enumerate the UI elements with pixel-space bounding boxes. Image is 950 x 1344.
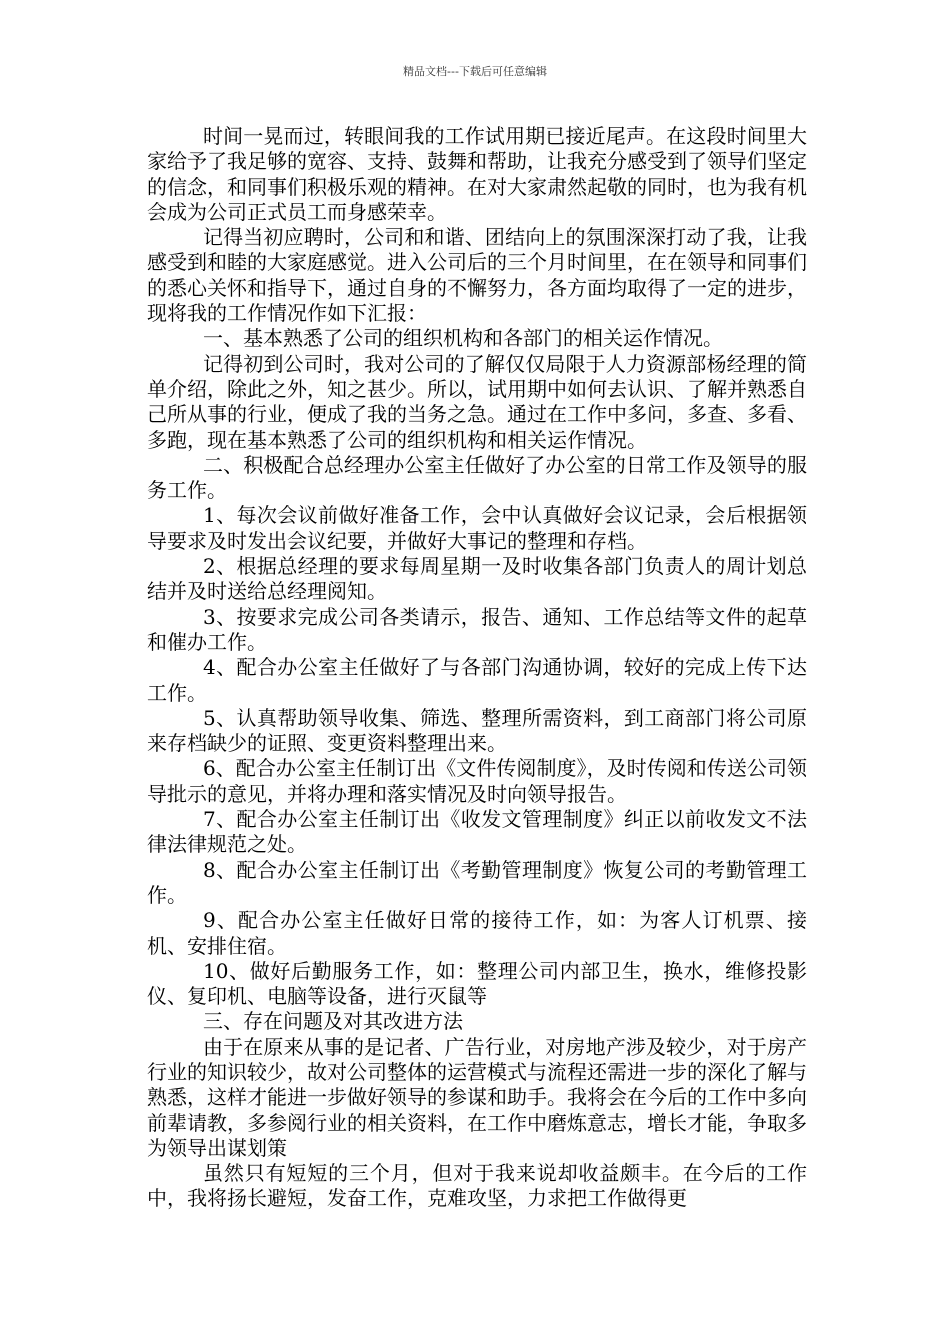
list-item-6: 6、配合办公室主任制订出《文件传阅制度》，及时传阅和传送公司领导批示的意见，并将办理和落实情况及时向领导报告。 (147, 756, 807, 806)
list-item-5: 5、认真帮助领导收集、筛选、整理所需资料，到工商部门将公司原来存档缺少的证照、变更资料整理出来。 (147, 705, 807, 756)
page-header: 精品文档---下载后可任意编辑 (403, 65, 547, 78)
list-item-4: 4、配合办公室主任做好了与各部门沟通协调，较好的完成上传下达工作。 (147, 655, 807, 705)
section-heading-2: 二、积极配合总经理办公室主任做好了办公室的日常工作及领导的服务工作。 (147, 452, 807, 503)
paragraph-intro: 时间一晃而过，转眼间我的工作试用期已接近尾声。在这段时间里大家给予了我足够的宽容、支持、鼓舞和帮助，让我充分感受到了领导们坚定的信念，和同事们积极乐观的精神。在对大家肃然起敬的同时，也为我有机会成为公司正式员工而身感荣幸。 (147, 124, 807, 224)
list-item-2: 2、根据总经理的要求每周星期一及时收集各部门负责人的周计划总结并及时送给总经理阅知。 (147, 554, 807, 604)
list-item-10: 10、做好后勤服务工作，如：整理公司内部卫生，换水，维修投影仪、复印机、电脑等设备，进行灭鼠等 (147, 958, 807, 1009)
section-heading-1: 一、基本熟悉了公司的组织机构和各部门的相关运作情况。 (203, 326, 723, 351)
list-item-7: 7、配合办公室主任制订出《收发文管理制度》纠正以前收发文不法律法律规范之处。 (147, 807, 807, 857)
section-heading-3: 三、存在问题及对其改进方法 (203, 1009, 463, 1034)
list-item-3: 3、按要求完成公司各类请示，报告、通知、工作总结等文件的起草和催办工作。 (147, 604, 807, 654)
paragraph-recall: 记得当初应聘时，公司和和谐、团结向上的氛围深深打动了我，让我感受到和睦的大家庭感觉。进入公司后的三个月时间里，在在领导和同事们的悉心关怀和指导下，通过自身的不懈努力，各方面均取得了一定的进步，现将我的工作情况作如下汇报： (147, 225, 807, 326)
list-item-1: 1、每次会议前做好准备工作，会中认真做好会议记录，会后根据领导要求及时发出会议纪要，并做好大事记的整理和存档。 (147, 503, 807, 553)
paragraph-conclusion: 虽然只有短短的三个月，但对于我来说却收益颇丰。在今后的工作中，我将扬长避短，发奋工作，克难攻坚，力求把工作做得更 (147, 1161, 807, 1211)
paragraph-problems: 由于在原来从事的是记者、广告行业，对房地产涉及较少，对于房产行业的知识较少，故对公司整体的运营模式与流程还需进一步的深化了解与熟悉，这样才能进一步做好领导的参谋和助手。我将会在今后的工作中多向前辈请教，多参阅行业的相关资料，在工作中磨炼意志，增长才能，争取多为领导出谋划策 (147, 1034, 807, 1160)
list-item-9: 9、配合办公室主任做好日常的接待工作，如：为客人订机票、接机、安排住宿。 (147, 908, 807, 958)
document-body (147, 124, 807, 1212)
list-item-8: 8、配合办公室主任制订出《考勤管理制度》恢复公司的考勤管理工作。 (147, 857, 807, 907)
paragraph-familiarity: 记得初到公司时，我对公司的了解仅仅局限于人力资源部杨经理的简单介绍，除此之外，知之甚少。所以，试用期中如何去认识、了解并熟悉自己所从事的行业，便成了我的当务之急。通过在工作中多问，多查、多看、多跑，现在基本熟悉了公司的组织机构和相关运作情况。 (147, 351, 807, 452)
